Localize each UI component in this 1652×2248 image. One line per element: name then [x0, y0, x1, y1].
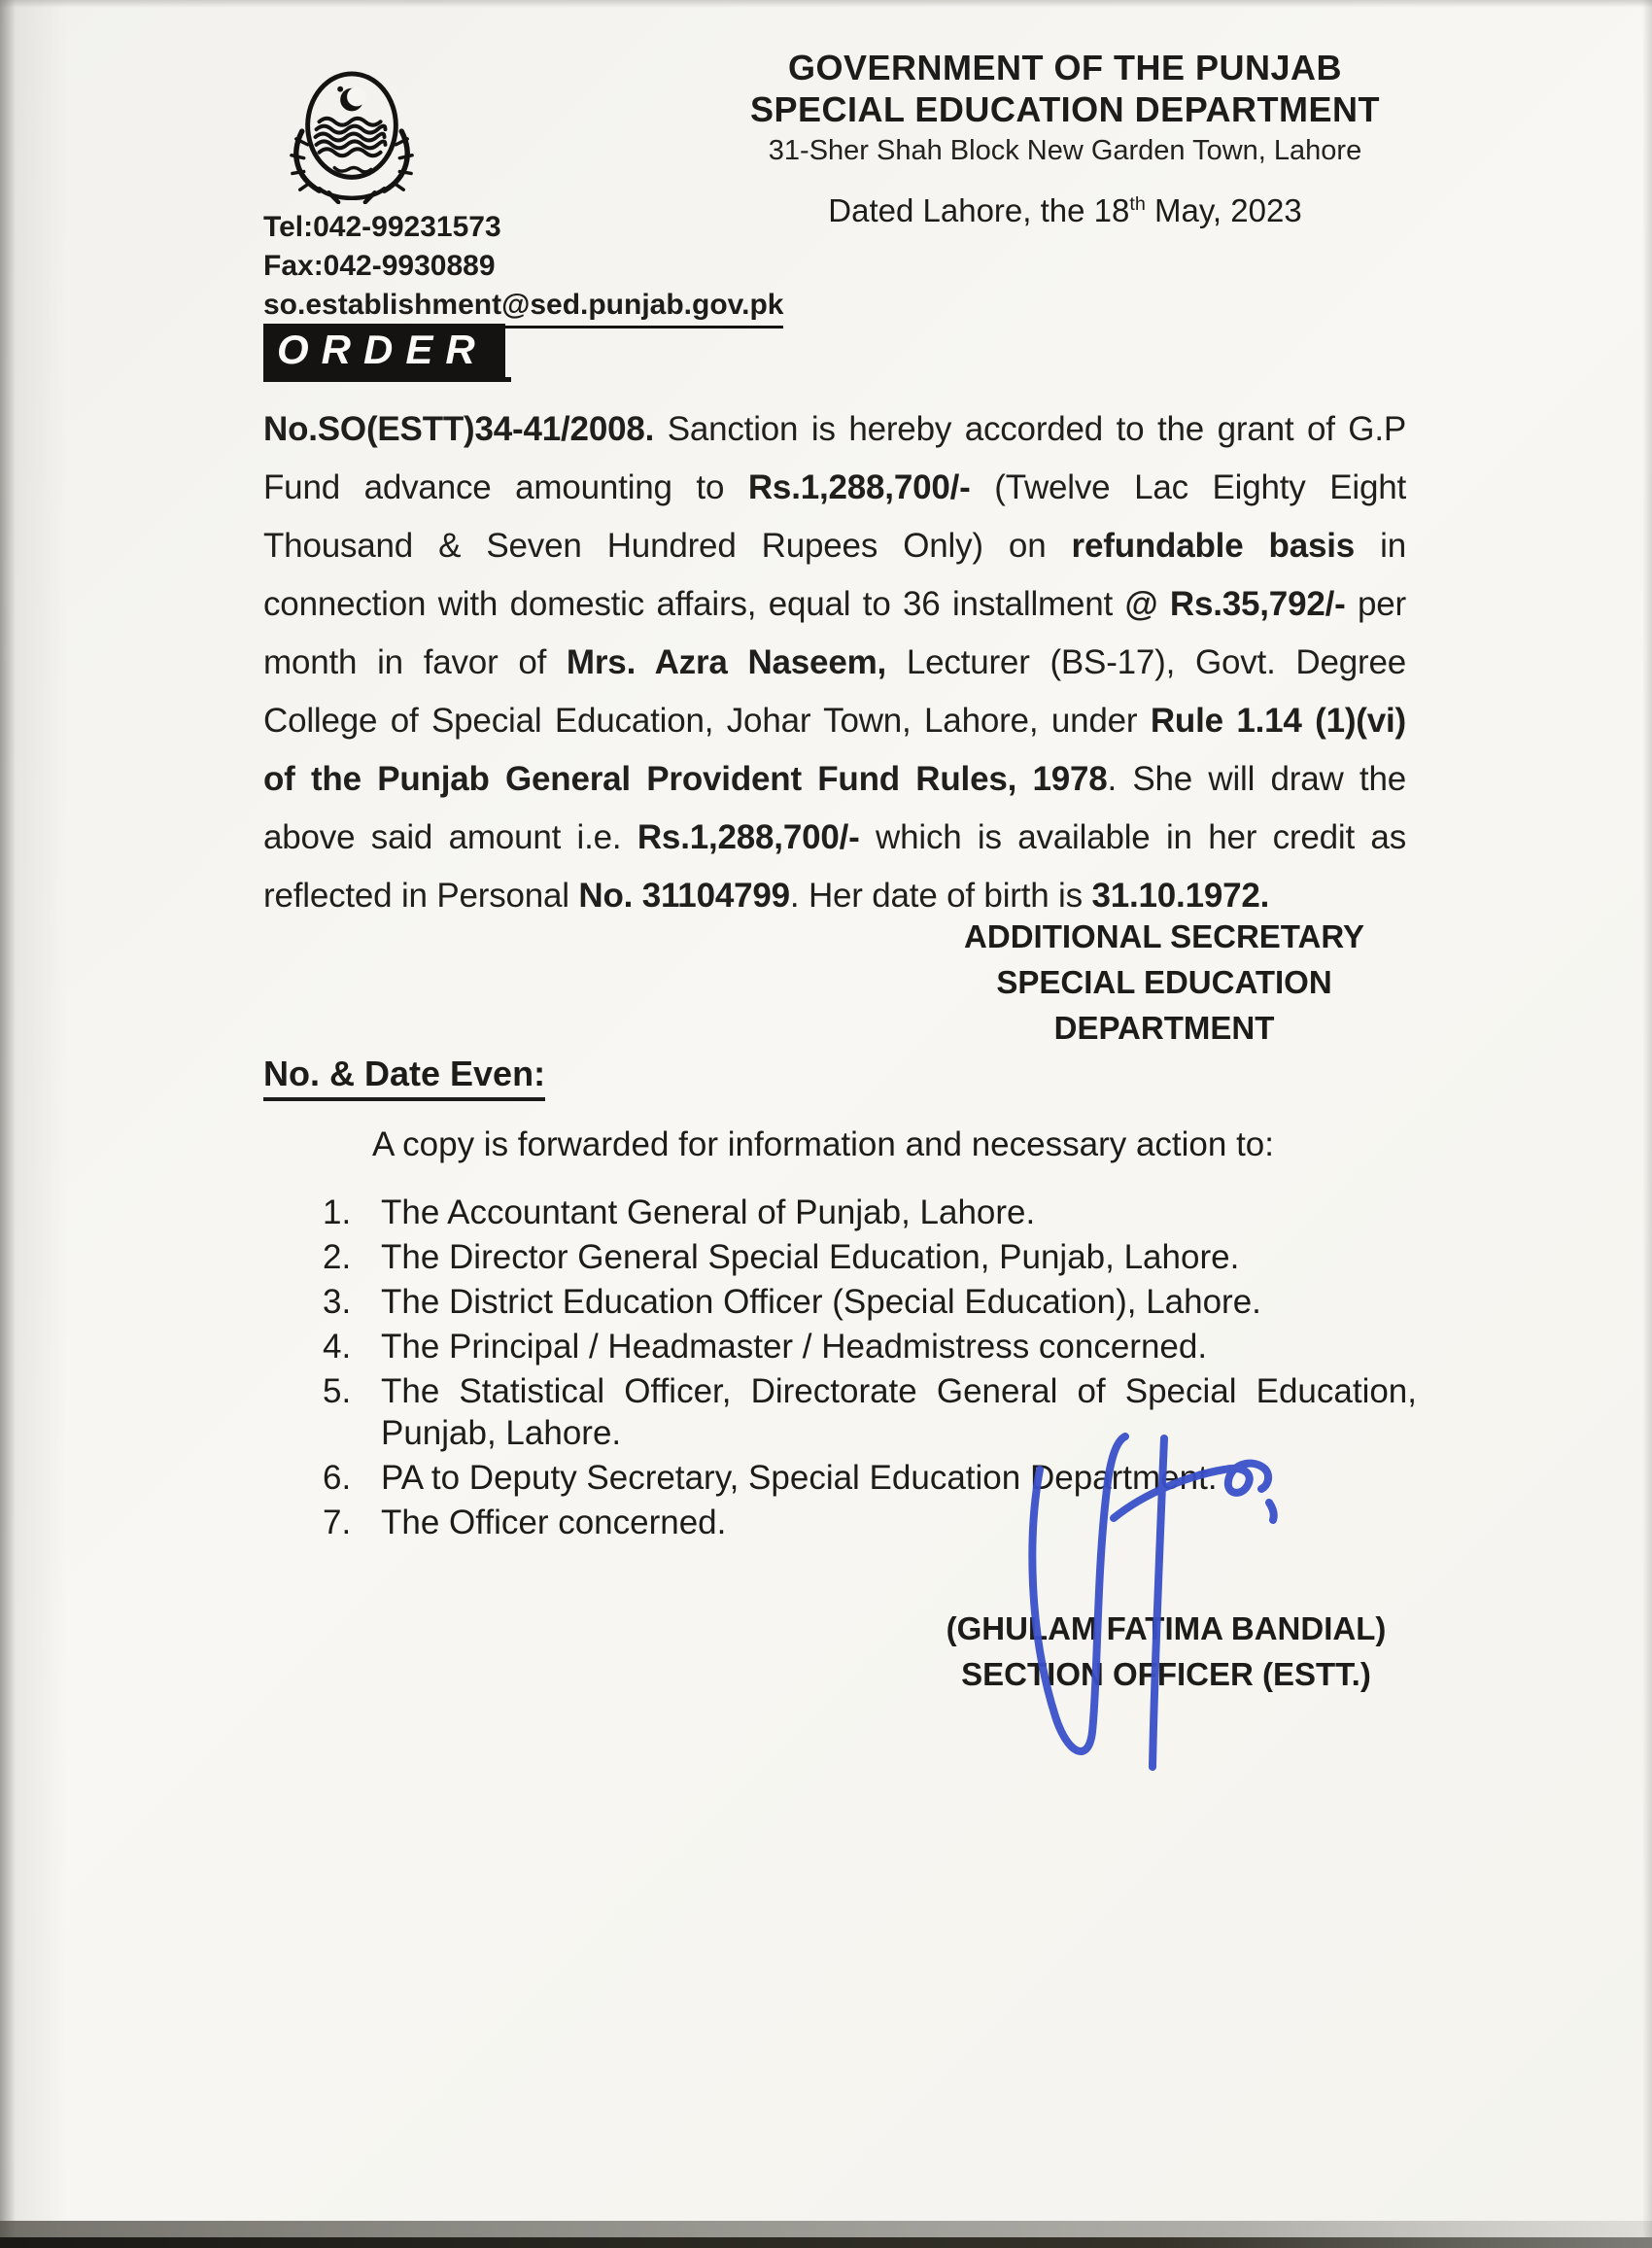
list-item-text: PA to Deputy Secretary, Special Education Department. [381, 1459, 1218, 1497]
date-line: Dated Lahore, the 18th May, 2023 [828, 192, 1302, 228]
order-heading: ORDER [263, 324, 505, 379]
signatory-additional-secretary [928, 914, 1400, 1051]
department-address: 31-Sher Shah Block New Garden Town, Lahore [768, 135, 1362, 166]
signatory-section-officer [921, 1606, 1411, 1697]
department-title-line2: SPECIAL EDUCATION DEPARTMENT [749, 89, 1381, 129]
scan-edge-bottom-shadow [0, 2221, 1652, 2238]
list-item [323, 1370, 1417, 1454]
list-item-text: The Director General Special Education, Punjab, Lahore. [381, 1238, 1240, 1276]
list-item [323, 1281, 1417, 1323]
list-item [323, 1192, 1417, 1233]
list-item-number: 2. [323, 1238, 352, 1276]
signatory-line: SPECIAL EDUCATION [996, 964, 1332, 1000]
list-item-number: 4. [323, 1328, 352, 1366]
signatory-line: DEPARTMENT [1053, 1010, 1275, 1046]
list-item-number: 6. [323, 1459, 352, 1497]
list-item [323, 1502, 1417, 1543]
fax-number: Fax:042-9930889 [263, 250, 496, 282]
list-item [323, 1457, 1417, 1499]
punjab-crest-logo [275, 68, 429, 204]
list-item-text: The Officer concerned. [381, 1504, 727, 1541]
list-item [323, 1236, 1417, 1278]
list-item-text: The Accountant General of Punjab, Lahore. [381, 1193, 1036, 1231]
distribution-list [323, 1192, 1417, 1546]
scan-edge-right [1642, 0, 1652, 2248]
scan-edge-top [0, 0, 1652, 8]
list-item [323, 1326, 1417, 1367]
list-item-text: The Principal / Headmaster / Headmistress concerned. [381, 1328, 1208, 1366]
signatory-name: (GHULAM FATIMA BANDIAL) [946, 1610, 1387, 1646]
scan-edge-bottom [0, 2237, 1652, 2248]
signatory-line: ADDITIONAL SECRETARY [964, 918, 1364, 954]
list-item-number: 3. [323, 1283, 352, 1321]
list-item-number: 1. [323, 1193, 352, 1231]
telephone-number: Tel:042-99231573 [263, 211, 501, 243]
reference-label: No. & Date Even: [263, 1054, 545, 1101]
forwarding-line: A copy is forwarded for information and necessary action to: [372, 1125, 1274, 1163]
order-heading-underline [263, 327, 511, 382]
scan-edge-left [0, 0, 16, 2248]
department-title-line1: GOVERNMENT OF THE PUNJAB [787, 48, 1343, 87]
signatory-title: SECTION OFFICER (ESTT.) [961, 1656, 1371, 1692]
email-address: so.establishment@sed.punjab.gov.pk [263, 286, 783, 329]
order-body-paragraph: No.SO(ESTT)34-41/2008. Sanction is hereby accorded to the grant of G.P Fund advance amounting to Rs.1,288,700/- (Twelve Lac Eighty Eight Thousand & Seven Hundred Rupees Only) on refundable basis in connection with domestic affairs, equal to 36 installment @ Rs.35,792/- per month in favor of Mrs. Azra Naseem, Lecturer (BS-17), Govt. Degree College of Special Education, Johar Town, Lahore, under Rule 1.14 (1)(vi) of the Punjab General Provident Fund Rules, 1978. She will draw the above said amount i.e. Rs.1,288,700/- which is available in her credit as reflected in Personal No. 31104799. Her date of birth is 31.10.1972. [263, 410, 1407, 915]
list-item-number: 7. [323, 1504, 352, 1541]
list-item-text: The District Education Officer (Special Education), Lahore. [381, 1283, 1261, 1321]
list-item-text: The Statistical Officer, Directorate General of Special Education, Punjab, Lahore. [381, 1372, 1417, 1452]
contact-block [263, 208, 783, 329]
list-item-number: 5. [323, 1372, 352, 1410]
letterhead [737, 47, 1394, 169]
